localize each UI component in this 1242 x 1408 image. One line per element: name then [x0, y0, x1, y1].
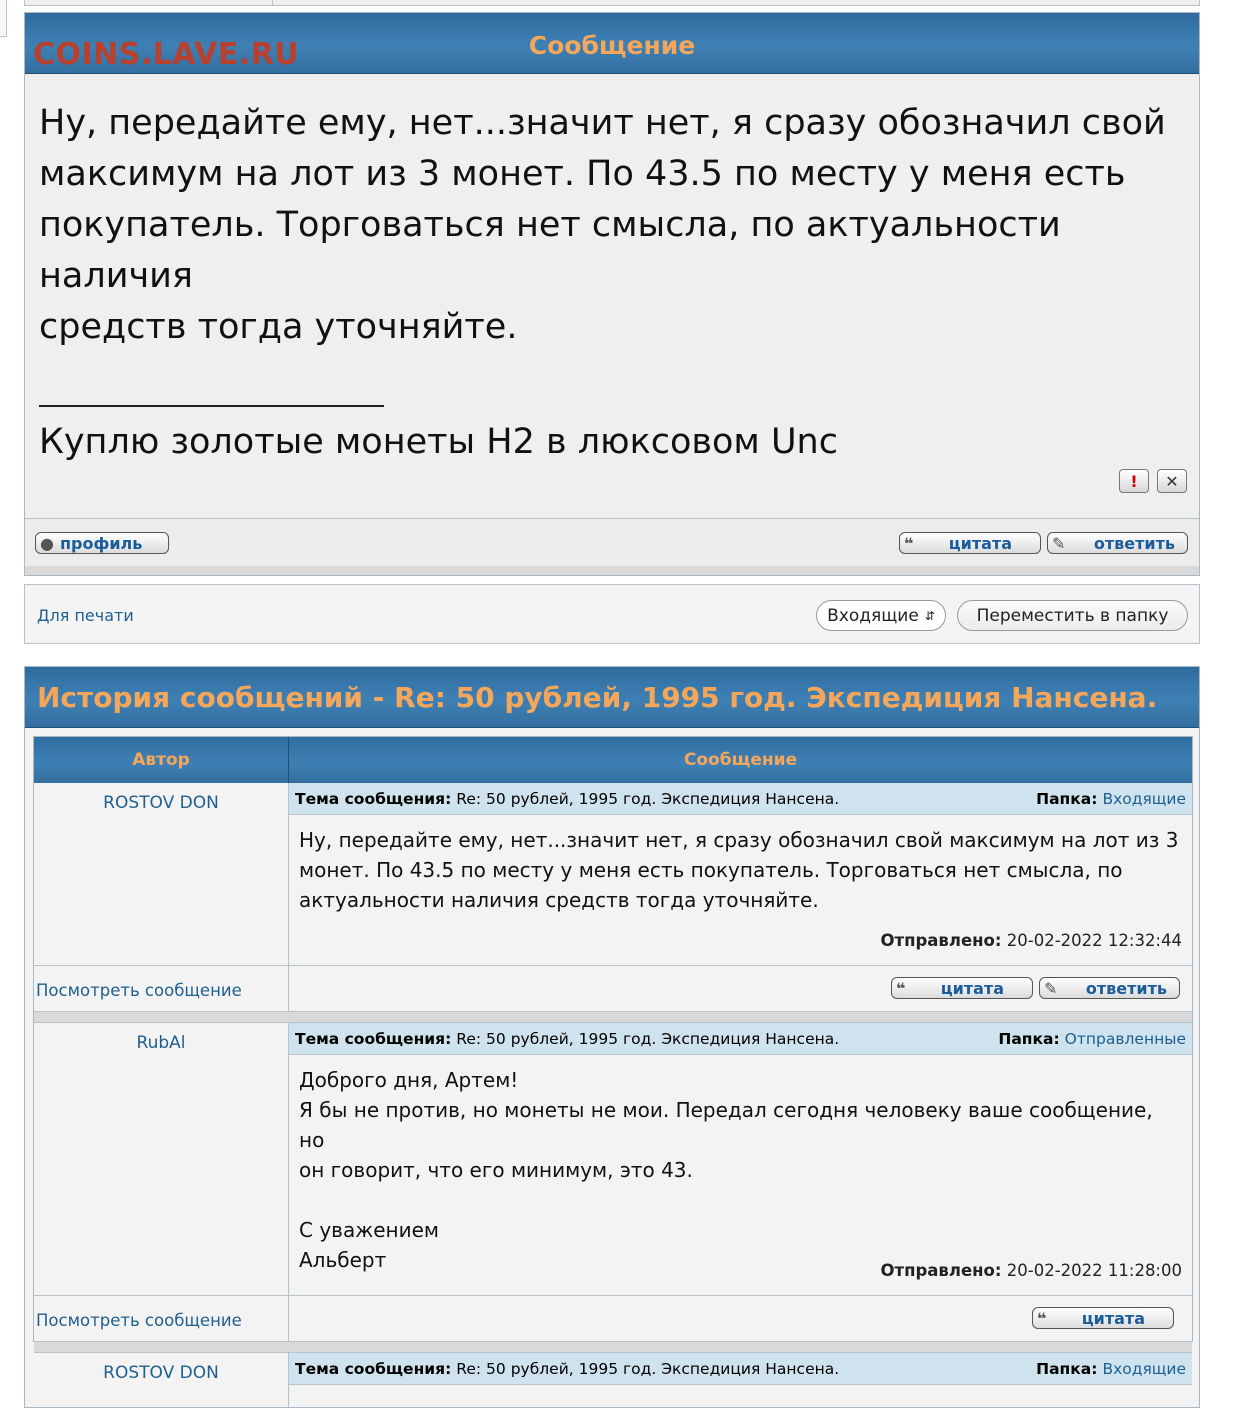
- reply-button[interactable]: [1039, 977, 1180, 999]
- entry-spacer: [34, 1011, 1192, 1023]
- profile-label: профиль: [59, 533, 143, 553]
- history-entry: [34, 1353, 1192, 1408]
- quote-label: цитата: [948, 533, 1012, 553]
- folder-select[interactable]: [816, 600, 946, 631]
- folder-link[interactable]: Входящие: [1102, 1359, 1186, 1378]
- folder-link[interactable]: Отправленные: [1064, 1029, 1186, 1048]
- quote-label: цитата: [1081, 1308, 1145, 1328]
- history-header: [25, 667, 1199, 728]
- quote-button[interactable]: [899, 532, 1041, 554]
- quote-button[interactable]: [891, 977, 1033, 999]
- message-footer: [25, 518, 1199, 568]
- subject-text: Re: 50 рублей, 1995 год. Экспедиция Нансена.: [456, 1029, 840, 1048]
- previous-row-edge: [24, 0, 1200, 6]
- column-header-author: Автор: [34, 737, 289, 783]
- subject-bar: [289, 1353, 1192, 1385]
- column-header-message: Сообщение: [683, 750, 798, 770]
- signature-divider: [39, 405, 384, 407]
- user-icon: ●: [40, 533, 54, 553]
- profile-button[interactable]: [35, 532, 169, 554]
- move-to-folder-button[interactable]: Переместить в папку: [957, 600, 1188, 631]
- folder-info: [1036, 1360, 1186, 1378]
- quote-icon: ❝: [896, 978, 906, 998]
- entry-text: [299, 1065, 1182, 1275]
- folder-link[interactable]: Входящие: [1102, 789, 1186, 808]
- entry-line: Альберт: [299, 1248, 387, 1272]
- subject-bar: [289, 1023, 1192, 1055]
- footer-spacer: [25, 566, 1199, 575]
- divider: [272, 0, 273, 5]
- reply-icon: ✎: [1044, 978, 1058, 998]
- sent-info: [881, 1261, 1183, 1280]
- entry-line: актуальности наличия средств тогда уточняйте.: [299, 888, 819, 912]
- action-row: [34, 1295, 1192, 1342]
- subject-bar: [289, 783, 1192, 815]
- column-divider: [288, 966, 289, 1012]
- quote-icon: ❝: [904, 533, 914, 553]
- reply-label: ответить: [1085, 978, 1167, 998]
- action-row: [34, 965, 1192, 1012]
- sent-info: [881, 931, 1183, 950]
- author-link[interactable]: RubAl: [136, 1033, 186, 1053]
- folder-label: Папка:: [1036, 1359, 1098, 1378]
- folder-label: Папка:: [1036, 789, 1098, 808]
- subject-label: Тема сообщения:: [295, 1029, 452, 1048]
- entry-line: Я бы не против, но монеты не мои. Передал сегодня человеку ваше сообщение, но: [299, 1098, 1153, 1152]
- history-entry: [34, 1023, 1192, 1330]
- history-entry: [34, 783, 1192, 1000]
- entry-line: монет. По 43.5 по месту у меня есть покупатель. Торговаться нет смысла, по: [299, 858, 1123, 882]
- message-panel: [24, 12, 1200, 576]
- entry-line: С уважением: [299, 1218, 439, 1242]
- entry-line: Доброго дня, Артем!: [299, 1068, 519, 1092]
- author-link[interactable]: ROSTOV DON: [103, 1363, 219, 1383]
- quote-label: цитата: [940, 978, 1004, 998]
- chevron-updown-icon: ⇵: [924, 608, 935, 623]
- author-cell: [34, 783, 289, 965]
- sent-time: 20-02-2022 11:28:00: [1006, 1261, 1182, 1280]
- author-cell: [34, 1023, 289, 1295]
- subject-label: Тема сообщения:: [295, 789, 452, 808]
- message-line: покупатель. Торговаться нет смысла, по актуальности наличия: [39, 205, 1061, 296]
- history-panel: [24, 666, 1200, 1408]
- message-header: [25, 13, 1199, 74]
- subject-text: Re: 50 рублей, 1995 год. Экспедиция Нансена.: [456, 1359, 840, 1378]
- message-line: Ну, передайте ему, нет...значит нет, я сразу обозначил свой: [39, 103, 1166, 143]
- delete-icon[interactable]: ✕: [1157, 469, 1187, 493]
- entry-text: [299, 825, 1182, 915]
- message-body: [25, 74, 1199, 468]
- left-panel-edge: [0, 0, 7, 37]
- history-title: История сообщений - Re: 50 рублей, 1995 год. Экспедиция Нансена.: [37, 681, 1158, 714]
- reply-icon: ✎: [1052, 533, 1066, 553]
- reply-button[interactable]: [1047, 532, 1188, 554]
- sent-label: Отправлено:: [880, 931, 1002, 950]
- author-link[interactable]: ROSTOV DON: [103, 793, 219, 813]
- entry-line: [299, 1185, 1182, 1215]
- subject-label: Тема сообщения:: [295, 1359, 452, 1378]
- message-line: средств тогда уточняйте.: [39, 307, 518, 347]
- report-icon[interactable]: !: [1119, 469, 1149, 493]
- column-divider: [288, 1296, 289, 1342]
- entry-line: он говорит, что его минимум, это 43.: [299, 1158, 693, 1182]
- view-message-link[interactable]: Посмотреть сообщение: [36, 981, 242, 1000]
- folder-info: [998, 1030, 1186, 1048]
- site-logo: COINS.LAVE.RU: [33, 37, 300, 72]
- signature-text: Куплю золотые монеты Н2 в люксовом Unc: [39, 422, 838, 462]
- message-header-title: Сообщение: [528, 31, 696, 60]
- quote-icon: ❝: [1037, 1308, 1047, 1328]
- print-link[interactable]: Для печати: [37, 606, 134, 625]
- print-bar: [24, 584, 1200, 644]
- entry-spacer: [34, 1341, 1192, 1353]
- message-tools: [1119, 469, 1187, 493]
- folder-label: Папка:: [998, 1029, 1060, 1048]
- history-table: [33, 736, 1193, 1383]
- table-header: [34, 737, 1192, 783]
- entry-line: Ну, передайте ему, нет...значит нет, я сразу обозначил свой максимум на лот из 3: [299, 828, 1179, 852]
- view-message-link[interactable]: Посмотреть сообщение: [36, 1311, 242, 1330]
- reply-label: ответить: [1093, 533, 1175, 553]
- quote-button[interactable]: [1032, 1307, 1174, 1329]
- message-line: максимум на лот из 3 монет. По 43.5 по месту у меня есть: [39, 154, 1126, 194]
- folder-select-value: Входящие: [827, 605, 919, 626]
- sent-label: Отправлено:: [880, 1261, 1002, 1280]
- folder-info: [1036, 790, 1186, 808]
- sent-time: 20-02-2022 12:32:44: [1006, 931, 1182, 950]
- author-cell: [34, 1353, 289, 1408]
- subject-text: Re: 50 рублей, 1995 год. Экспедиция Нансена.: [456, 789, 840, 808]
